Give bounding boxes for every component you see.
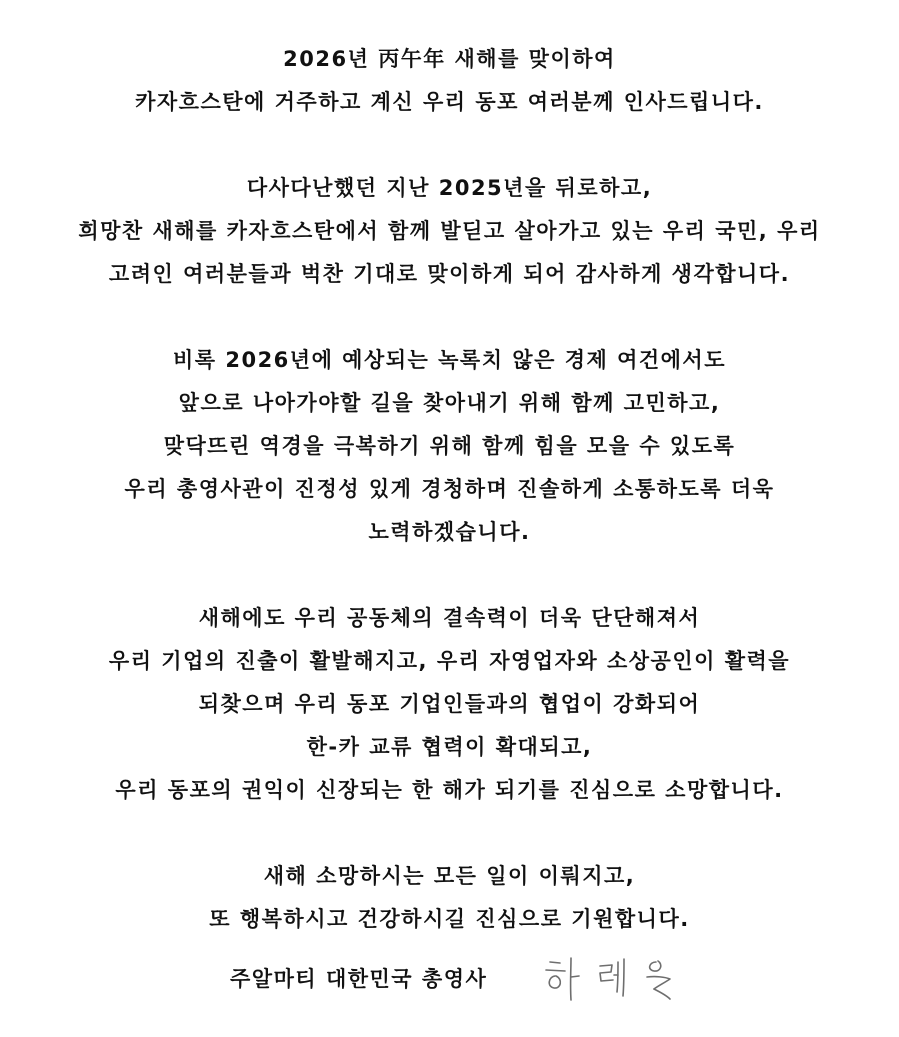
paragraph-commitment [0,339,899,554]
text-line: 새해에도 우리 공동체의 결속력이 더욱 단단해져서 [198,606,701,630]
handwritten-signature [538,950,708,1008]
text-line: 고려인 여러분들과 벅찬 기대로 맞이하게 되어 감사하게 생각합니다. [108,262,791,286]
paragraph-greeting [0,38,899,124]
text-line: 맞닥뜨린 역경을 극복하기 위해 함께 힘을 모을 수 있도록 [163,434,736,458]
text-line: 우리 기업의 진출이 활발해지고, 우리 자영업자와 소상공인이 활력을 [108,649,791,673]
text-line: 되찾으며 우리 동포 기업인들과의 협업이 강화되어 [198,692,701,716]
text-line: 우리 총영사관이 진정성 있게 경청하며 진솔하게 소통하도록 더욱 [124,477,775,501]
text-line: 카자흐스탄에 거주하고 계신 우리 동포 여러분께 인사드립니다. [135,90,764,114]
text-line: 앞으로 나아가야할 길을 찾아내기 위해 함께 고민하고, [178,391,721,415]
signature-strokes [538,950,708,1008]
sender-title: 주알마티 대한민국 총영사 [230,967,488,991]
text-line: 2026년 丙午年 새해를 맞이하여 [283,47,616,71]
text-line: 한-카 교류 협력이 확대되고, [306,735,593,759]
text-line: 또 행복하시고 건강하시길 진심으로 기원합니다. [209,907,690,931]
text-line: 희망찬 새해를 카자흐스탄에서 함께 발딛고 살아가고 있는 우리 국민, 우리 [78,219,821,243]
paragraph-wishes [0,855,899,941]
paragraph-reflection [0,167,899,296]
text-line: 다사다난했던 지난 2025년을 뒤로하고, [246,176,653,200]
text-line: 비록 2026년에 예상되는 녹록치 않은 경제 여건에서도 [172,348,727,372]
paragraph-hopes [0,597,899,812]
text-line: 우리 동포의 권익이 신장되는 한 해가 되기를 진심으로 소망합니다. [115,778,784,802]
letter-body [0,38,899,984]
text-line: 새해 소망하시는 모든 일이 이뤄지고, [263,864,636,888]
closing-block [0,950,899,1010]
text-line: 노력하겠습니다. [368,520,531,544]
